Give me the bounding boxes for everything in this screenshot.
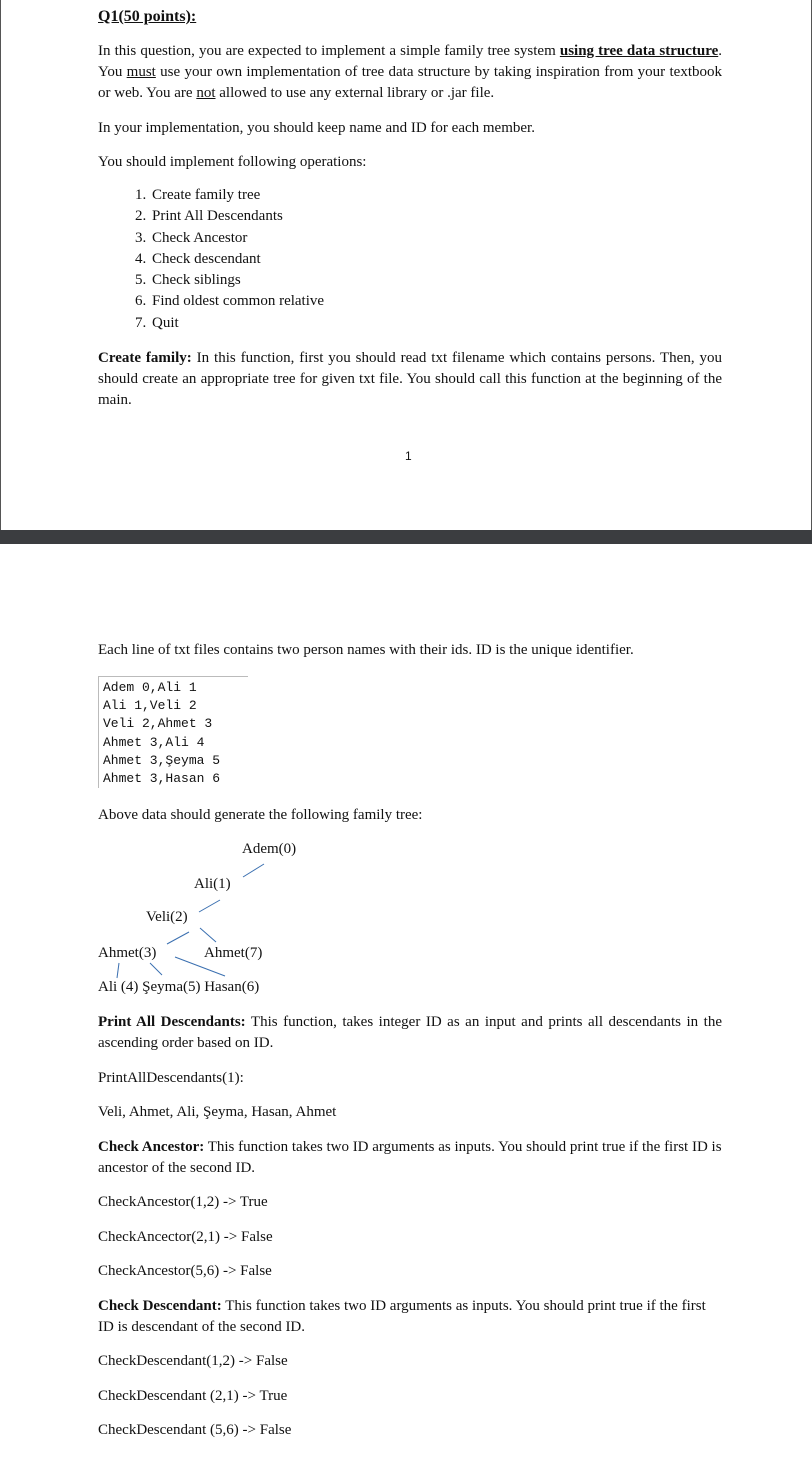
edge-ahmet3-ali4: [117, 963, 119, 978]
page-number: 1: [405, 449, 412, 463]
operations-intro: You should implement following operations:: [98, 154, 367, 170]
check-descendant-paragraph: Check Descendant: This function takes two ID arguments as inputs. You should print true if the first ID is descendant of the second ID.: [98, 1298, 706, 1335]
tree-node-adem: Adem(0): [242, 841, 297, 857]
edge-ahmet3-seyma: [150, 963, 162, 975]
tree-leaf-row: Ali (4) Şeyma(5) Hasan(6): [98, 979, 260, 995]
txt-note: Each line of txt files contains two person names with their ids. ID is the unique identifier.: [98, 642, 634, 658]
operation-item: 6. Find oldest common relative: [150, 291, 324, 312]
check-ancestor-example: CheckAncector(2,1) -> False: [98, 1229, 273, 1245]
tree-node-ahmet-7: Ahmet(7): [204, 945, 263, 961]
print-all-call: PrintAllDescendants(1):: [98, 1070, 244, 1086]
check-ancestor-paragraph: Check Ancestor: This function takes two ID arguments as inputs. You should print true if the first ID is ancestor of the second ID.: [98, 1139, 722, 1176]
code-line: Adem 0,Ali 1: [103, 680, 197, 695]
tree-node-ali-1: Ali(1): [194, 876, 231, 892]
code-line: Veli 2,Ahmet 3: [103, 716, 213, 732]
tree-intro: Above data should generate the following family tree:: [98, 807, 423, 823]
operation-item: 2. Print All Descendants: [150, 206, 324, 227]
edge-veli-ahmet7: [200, 928, 216, 942]
keep-note: In your implementation, you should keep name and ID for each member.: [98, 120, 535, 136]
edge-adem-ali: [243, 864, 264, 877]
tree-node-ahmet-3: Ahmet(3): [98, 945, 157, 961]
check-descendant-example: CheckDescendant (5,6) -> False: [98, 1422, 292, 1438]
operation-item: 1. Create family tree: [150, 185, 324, 206]
code-line: Ali 1,Veli 2: [103, 698, 197, 714]
print-all-result: Veli, Ahmet, Ali, Şeyma, Hasan, Ahmet: [98, 1104, 337, 1120]
check-ancestor-example: CheckAncestor(1,2) -> True: [98, 1194, 268, 1210]
edge-ali-veli: [199, 900, 220, 912]
question-title: Q1(50 points):: [98, 8, 197, 25]
code-line: Ahmet 3,Hasan 6: [103, 771, 221, 787]
check-descendant-example: CheckDescendant(1,2) -> False: [98, 1353, 288, 1369]
intro-paragraph: In this question, you are expected to implement a simple family tree system using tree data structure. You must use your own implementation of tree data structure by taking inspiration from your textbook or web. You are not allowed to use any external library or .jar file.: [98, 43, 722, 101]
code-line: Ahmet 3,Ali 4: [103, 734, 205, 750]
operation-item: 4. Check descendant: [150, 249, 324, 270]
print-all-paragraph: Print All Descendants: This function, takes integer ID as an input and prints all descendants in the ascending order based on ID.: [98, 1014, 722, 1051]
check-descendant-example: CheckDescendant (2,1) -> True: [98, 1388, 288, 1404]
operation-item: 3. Check Ancestor: [150, 228, 324, 249]
tree-node-veli: Veli(2): [146, 909, 188, 925]
operation-item: 5. Check siblings: [150, 270, 324, 291]
operation-item: 7. Quit: [150, 313, 324, 334]
code-line: Ahmet 3,Şeyma 5: [103, 752, 221, 768]
edge-veli-ahmet3: [167, 932, 189, 944]
check-ancestor-example: CheckAncestor(5,6) -> False: [98, 1263, 272, 1279]
create-family-paragraph: Create family: In this function, first you should read txt filename which contains persons. Then, you should create an appropriate tree for given txt file. You should call this function at the beginning of the main.: [98, 350, 722, 408]
